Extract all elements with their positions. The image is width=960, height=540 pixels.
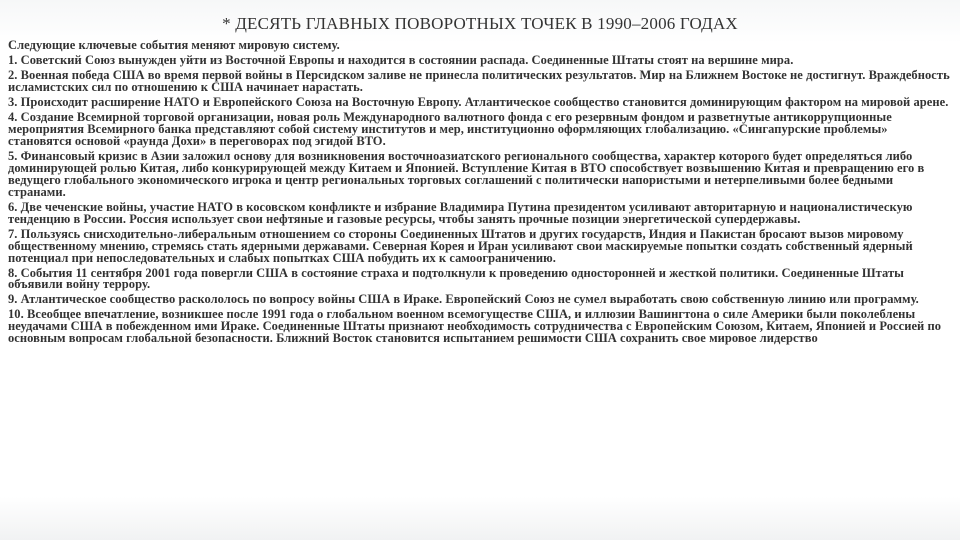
list-item-3: 3. Происходит расширение НАТО и Европейского Союза на Восточную Европу. Атлантическое сообщество становится доминирующим фактором на мировой арене.	[8, 95, 949, 110]
list-item-2: 2. Военная победа США во время первой войны в Персидском заливе не принесла политических результатов. Мир на Ближнем Востоке не достигнут. Враждебность исламистских сил по отношению к США начинает нарастать.	[8, 68, 950, 95]
list-item-9: 9. Атлантическое сообщество раскололось по вопросу войны США в Ираке. Европейский Союз не сумел выработать свою собственную линию или программу.	[8, 292, 919, 307]
list-item-4: 4. Создание Всемирной торговой организации, новая роль Международного валютного фонда с его резервным фондом и разветнутые антикоррупционные мероприятия Всемирного банка представляют собой систему институтов и мер, институционно оформляющих глобализацию. «Сингапурские проблемы» становятся основой «раунда Дохи» в переговорах под эгидой ВТО.	[8, 110, 892, 149]
list-item-7: 7. Пользуясь снисходительно-либеральным отношением со стороны Соединенных Штатов и других государств, Индия и Пакистан бросают вызов мировому общественному мнению, стремясь стать ядерными державами. Северная Корея и Иран усиливают свои маскируемые попытки создать собственный ядерный потенциал при непоследовательных и слабых попытках США побудить их к самоограничению.	[8, 226, 913, 265]
list-item-10: 10. Всеобщее впечатление, возникшее после 1991 года о глобальном военном всемогуществе США, и иллюзии Вашингтона о силе Америки были поколеблены неудачами США в побежденном ими Ираке. Соединенные Штаты признают необходимость сотрудничества с Европейским Союзом, Китаем, Японией и Россией по основным вопросам глобальной безопасности. Ближний Восток становится испытанием решимости США сохранить свое мировое лидерство	[8, 307, 942, 346]
slide-content	[8, 40, 954, 348]
list-item-5: 5. Финансовый кризис в Азии заложил основу для возникновения восточноазиатского регионального сообщества, характер которого будет определяться либо доминирующей ролью Китая, либо конкурирующей между Китаем и Японией. Вступление Китая в ВТО способствует возвышению Китая и превращению его в ведущего глобального экономического игрока и центр региональных торговых соглашений с политически напористыми и нетерпеливыми более бедными странами.	[8, 149, 925, 199]
intro-text: Следующие ключевые события меняют мировую систему.	[8, 38, 340, 52]
list-item-1: 1. Советский Союз вынужден уйти из Восточной Европы и находится в состоянии распада. Соединенные Штаты стоят на вершине мира.	[8, 53, 794, 68]
list-item-8: 8. События 11 сентября 2001 года повергли США в состояние страха и подтолкнули к проведению односторонней и жесткой политики. Соединенные Штаты объявили войну террору.	[8, 265, 904, 292]
list-item-6: 6. Две чеченские войны, участие НАТО в косовском конфликте и избрание Владимира Путина президентом усиливают авторитарную и националистическую тенденцию в России. Россия использует свои нефтяные и газовые ресурсы, чтобы занять прочные позиции энергетической супердержавы.	[8, 199, 913, 226]
slide-title: * ДЕСЯТЬ ГЛАВНЫХ ПОВОРОТНЫХ ТОЧЕК В 1990–2006 ГОДАХ	[222, 14, 738, 33]
